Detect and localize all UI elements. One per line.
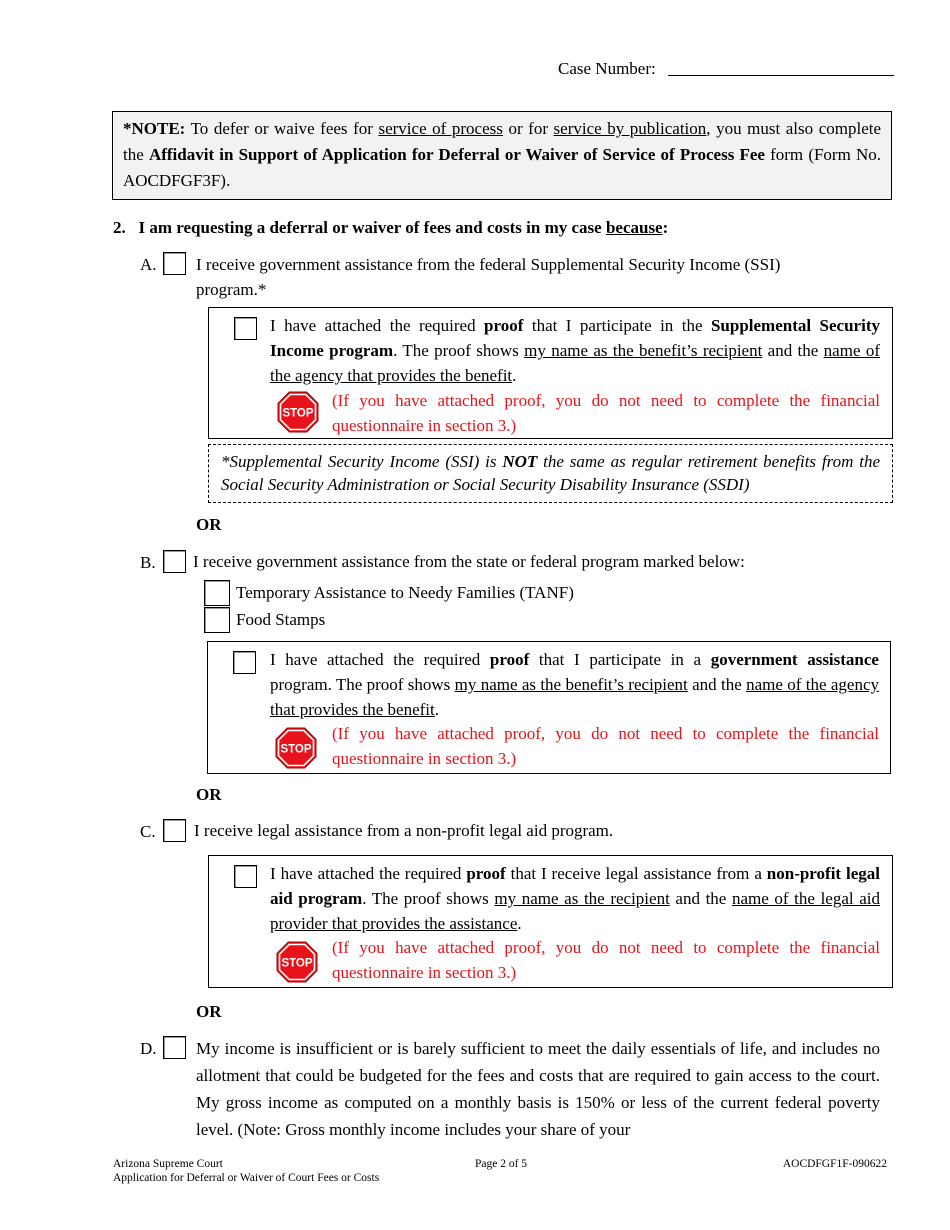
case-number-row xyxy=(558,56,898,81)
option-c-proof-text: I have attached the required proof that I receive legal assistance from a non-profit legal aid program. The proof shows my name as the recipient and the name of the legal aid provider that provides the assistance. xyxy=(270,864,880,933)
option-c-text: I receive legal assistance from a non-profit legal aid program. xyxy=(194,821,614,840)
or-divider-1: OR xyxy=(196,515,222,534)
option-a-checkbox[interactable] xyxy=(163,252,186,275)
svg-text:STOP: STOP xyxy=(280,743,312,756)
stop-sign-icon xyxy=(277,391,319,433)
stop-sign-icon xyxy=(276,941,318,983)
option-b-stop-note: (If you have attached proof, you do not need to complete the financial questionnaire in section 3.) xyxy=(332,724,879,768)
note-affidavit-title: Affidavit in Support of Application for Deferral or Waiver of Service of Process Fee xyxy=(148,145,765,164)
option-a-text: I receive government assistance from the federal Supplemental Security Income (SSI) program.* xyxy=(196,255,781,299)
or-divider-2: OR xyxy=(196,785,222,804)
option-b-proof-checkbox[interactable] xyxy=(233,651,256,674)
or-divider-3: OR xyxy=(196,1002,222,1021)
option-a-stop-note: (If you have attached proof, you do not need to complete the financial questionnaire in section 3.) xyxy=(332,391,880,435)
case-number-label: Case Number: xyxy=(558,59,656,78)
option-b-proof-text: I have attached the required proof that I participate in a government assistance program. The proof shows my name as the benefit’s recipient and the name of the agency that provides the benefit. xyxy=(270,650,879,719)
svg-text:STOP: STOP xyxy=(282,407,314,420)
option-b-checkbox[interactable] xyxy=(163,550,186,573)
footer-court: Arizona Supreme Court xyxy=(113,1158,223,1170)
food-stamps-label: Food Stamps xyxy=(236,610,326,629)
svg-text:STOP: STOP xyxy=(281,957,313,970)
option-c-checkbox[interactable] xyxy=(163,819,186,842)
footer-form-title: Application for Deferral or Waiver of Court Fees or Costs xyxy=(113,1172,380,1184)
option-b-letter: B. xyxy=(140,553,156,572)
option-a-letter: A. xyxy=(140,255,157,274)
stop-sign-icon xyxy=(275,727,317,769)
footer-form-code: AOCDFGF1F-090622 xyxy=(782,1158,887,1170)
option-c-letter: C. xyxy=(140,822,156,841)
section-2-heading: 2. I am requesting a deferral or waiver of fees and costs in my case because: xyxy=(113,218,669,237)
footer-left xyxy=(113,1157,473,1185)
option-d-checkbox[interactable] xyxy=(163,1036,186,1059)
option-c-stop-note: (If you have attached proof, you do not need to complete the financial questionnaire in section 3.) xyxy=(332,938,880,982)
option-a-proof-box xyxy=(208,307,893,439)
option-b-text: I receive government assistance from the state or federal program marked below: xyxy=(193,552,745,571)
tanf-checkbox[interactable] xyxy=(204,580,230,606)
option-c-proof-box xyxy=(208,855,893,988)
note-service-of-process: service of process xyxy=(378,119,503,138)
tanf-label: Temporary Assistance to Needy Families (TANF) xyxy=(236,583,574,602)
option-c-proof-checkbox[interactable] xyxy=(234,865,257,888)
note-lead: *NOTE: xyxy=(123,119,186,138)
option-d-text: My income is insufficient or is barely sufficient to meet the daily essentials of life, and includes no allotment that could be budgeted for the fees and costs that are required to gain access to the court. My gross income as computed on a monthly basis is 150% or less of the current federal poverty level. (Note: Gross monthly income includes your share of your xyxy=(196,1039,880,1139)
option-a-proof-text: I have attached the required proof that I participate in the Supplemental Security Income program. The proof shows my name as the benefit’s recipient and the name of the agency that provides the benefit. xyxy=(270,316,880,385)
note-box: *NOTE: To defer or waive fees for service of process or for service by publication, you must also complete the Affidavit in Support of Application for Deferral or Waiver of Service of Process Fee form (Form No. AOCDFGF3F). xyxy=(112,111,892,200)
note-service-by-publication: service by publication xyxy=(553,119,707,138)
food-stamps-checkbox[interactable] xyxy=(204,607,230,633)
option-a-proof-checkbox[interactable] xyxy=(234,317,257,340)
option-b-proof-box xyxy=(207,641,891,774)
case-number-field[interactable] xyxy=(668,75,894,76)
ssi-note-box: *Supplemental Security Income (SSI) is NOT the same as regular retirement benefits from the Social Security Administration or Social Security Disability Insurance (SSDI) xyxy=(208,444,893,503)
footer-page-number: Page 2 of 5 xyxy=(475,1158,528,1170)
ssi-note-not: NOT xyxy=(502,452,538,471)
option-d-letter: D. xyxy=(140,1039,157,1058)
